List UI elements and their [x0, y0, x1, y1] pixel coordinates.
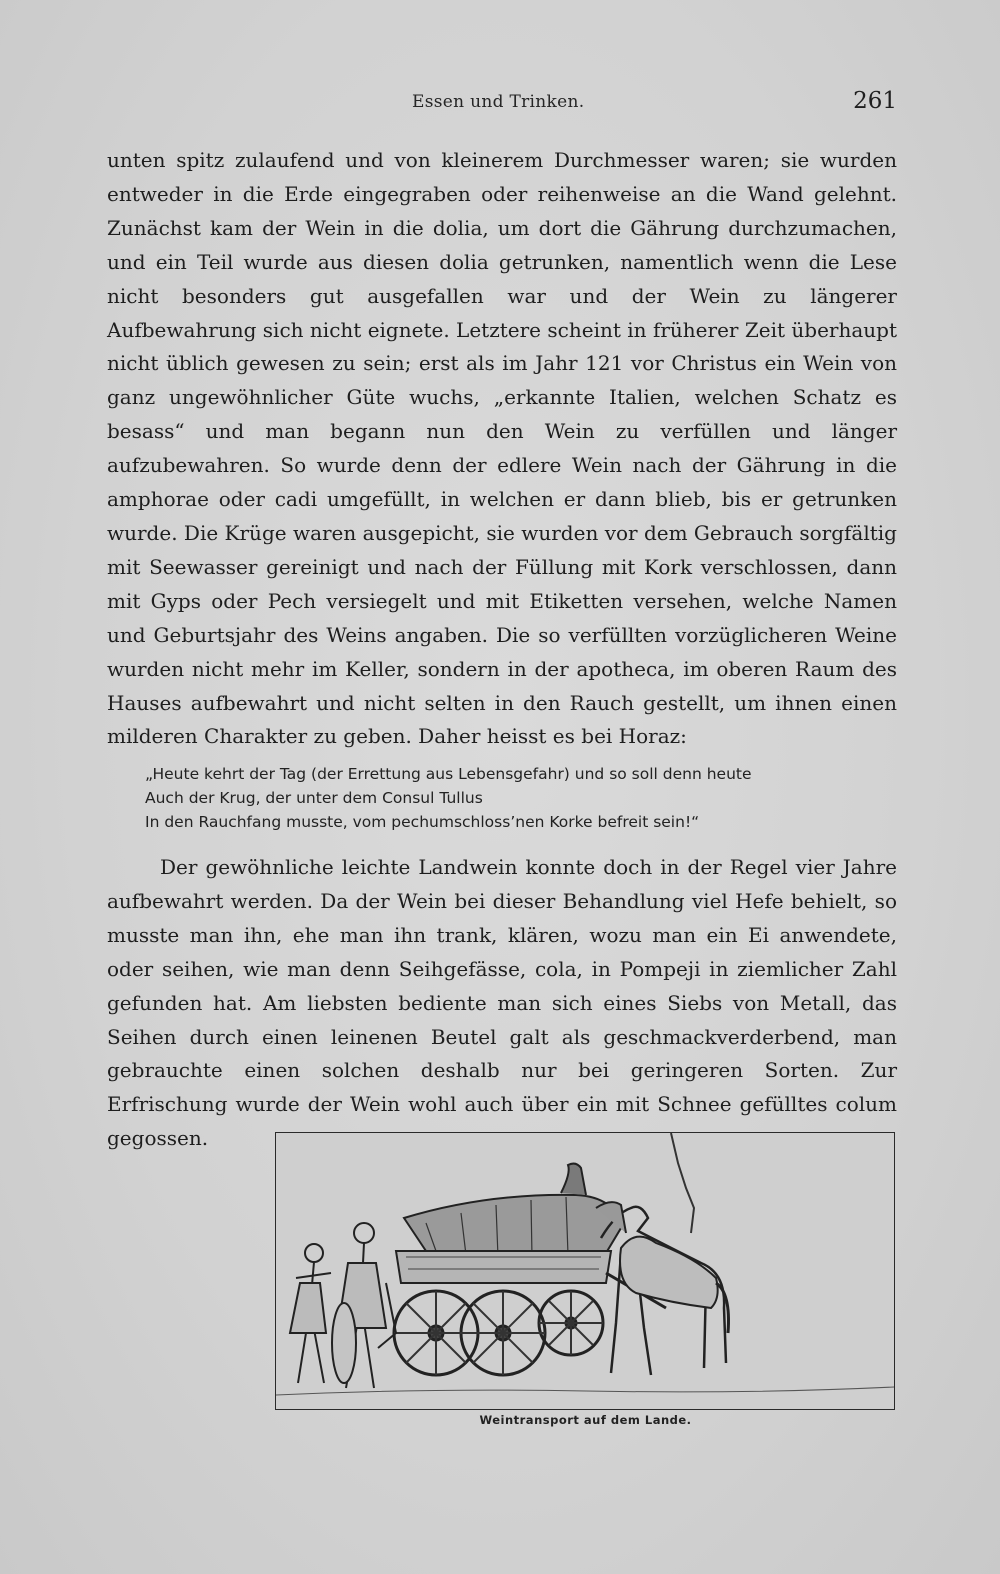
figure-caption: Weintransport auf dem Lande. — [479, 1413, 692, 1427]
paragraph-1: unten spitz zulaufend und von kleinerem Durchmesser waren; sie wurden entweder in die Erde eingegraben oder reihenweise an die Wand gelehnt. Zunächst kam der Wein in die dolia, um dort die Gährung durchzumachen, und ein Teil wurde aus diesen dolia getrunken, namentlich wenn die Lese nicht besonders gut ausgefallen war und der Wein zu längerer Aufbewahrung sich nicht eignete. Letztere scheint in früherer Zeit überhaupt nicht üblich gewesen zu sein; erst als im Jahr 121 vor Christus ein Wein von ganz ungewöhnlicher Güte wuchs, „erkannte Italien, welchen Schatz es besass“ und man begann nun den Wein zu verfüllen und länger aufzubewahren. So wurde denn der edlere Wein nach der Gährung in die amphorae oder cadi umgefüllt, in welchen er dann blieb, bis er getrunken wurde. Die Krüge waren ausgepicht, sie wurden vor dem Gebrauch sorgfältig mit Seewasser gereinigt und nach der Füllung mit Kork verschlossen, dann mit Gyps oder Pech versiegelt und mit Etiketten versehen, welche Namen und Geburtsjahr des Weins angaben. Die so verfüllten vorzüglicheren Weine wurden nicht mehr im Keller, sondern in der apotheca, im oberen Raum des Hauses aufbewahrt und nicht selten in den Rauch gestellt, um ihnen einen milderen Charakter zu geben. Daher heisst es bei Horaz: — [107, 148, 897, 749]
illustration-engraving — [276, 1133, 894, 1409]
page-number: 261 — [853, 88, 897, 114]
verse-line: Auch der Krug, der unter dem Consul Tullus — [145, 789, 483, 807]
wine-transport-illustration — [275, 1132, 895, 1410]
paragraph-2: Der gewöhnliche leichte Landwein konnte doch in der Regel vier Jahre aufbewahrt werden. Da der Wein bei dieser Behandlung viel Hefe behielt, so musste man ihn, ehe man ihn trank, klären, wozu man ein Ei anwendete, oder seihen, wie man denn Seihgefässe, cola, in Pompeji in ziemlicher Zahl gefunden hat. Am liebsten bediente man sich eines Siebs von Metall, das Seihen durch einen leinenen Beutel galt als geschmackverderbend, man gebrauchte einen solchen deshalb nur bei geringeren Sorten. Zur Erfrischung wurde der Wein wohl auch über ein mit Schnee gefülltes colum gegossen. — [107, 855, 897, 1151]
page-header — [107, 88, 897, 122]
horace-quotation — [145, 762, 885, 834]
running-head: Essen und Trinken. — [412, 92, 585, 112]
verse-line: In den Rauchfang musste, vom pechumschloss’nen Korke befreit sein!“ — [145, 813, 700, 831]
verse-line: „Heute kehrt der Tag (der Errettung aus Lebensgefahr) und so soll denn heute — [145, 765, 752, 783]
